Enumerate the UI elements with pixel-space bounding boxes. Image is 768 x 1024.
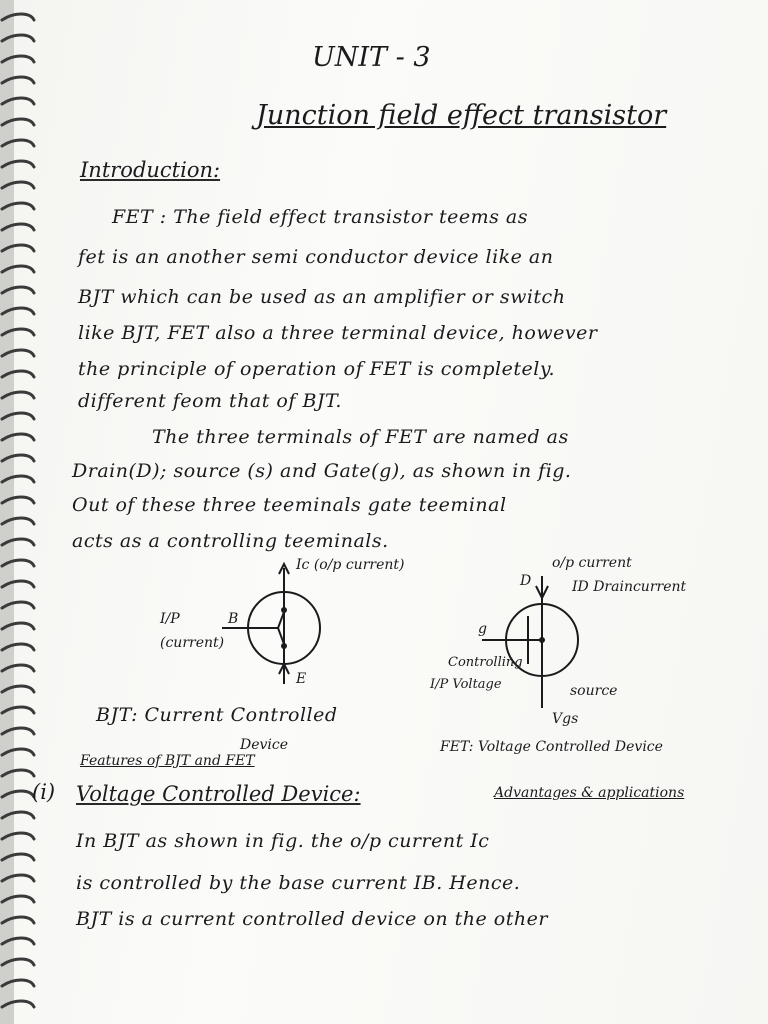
fet-control-label: Controlling — [448, 655, 523, 670]
feature-item-title: Voltage Controlled Device: — [76, 782, 361, 806]
intro-line: fet is an another semi conductor device like an — [78, 246, 554, 268]
intro-line: like BJT, FET also a three terminal device, however — [78, 322, 598, 344]
bjt-ic-label: Ic (o/p current) — [296, 557, 405, 573]
fet-vgs-label: Vgs — [552, 711, 579, 727]
intro-line: the principle of operation of FET is completely. — [78, 358, 556, 380]
intro-line: acts as a controlling teeminals. — [72, 530, 389, 552]
fet-op-label: o/p current — [552, 555, 632, 571]
bjt-symbol — [150, 560, 350, 700]
intro-line: Out of these three teeminals gate teeminal — [72, 494, 507, 516]
intro-line: BJT which can be used as an amplifier or switch — [78, 286, 566, 308]
spiral-binding — [0, 0, 44, 1024]
feature-side-title: Advantages & applications — [494, 785, 685, 801]
feature-line: is controlled by the base current IB. Hence. — [76, 872, 521, 894]
fet-caption: FET: Voltage Controlled Device — [440, 739, 663, 755]
intro-line: FET : The field effect transistor teems as — [112, 206, 528, 228]
feature-item-number: (i) — [32, 780, 56, 804]
intro-line: different feom that of BJT. — [78, 390, 342, 412]
fet-source-label: source — [570, 683, 618, 699]
intro-line: The three terminals of FET are named as — [152, 426, 569, 448]
subject-title: Junction field effect transistor — [256, 100, 667, 131]
bjt-caption-device: Device — [240, 737, 289, 753]
feature-line: BJT is a current controlled device on the other — [76, 908, 548, 930]
bjt-input-label-2: (current) — [160, 635, 225, 651]
bjt-caption: BJT: Current Controlled — [96, 704, 338, 726]
fet-control-label-2: I/P Voltage — [430, 677, 502, 692]
bjt-emitter-label: E — [296, 671, 307, 687]
intro-heading: Introduction: — [80, 158, 221, 182]
fet-drain-label: D — [520, 573, 532, 589]
features-heading: Features of BJT and FET — [80, 753, 255, 769]
unit-title: UNIT - 3 — [312, 42, 431, 73]
fet-drain-current-label: ID Draincurrent — [572, 579, 687, 595]
bjt-input-label: I/P — [160, 611, 180, 627]
feature-line: In BJT as shown in fig. the o/p current Ic — [76, 830, 490, 852]
fet-gate-label: g — [478, 621, 487, 637]
intro-line: Drain(D); source (s) and Gate(g), as shown in fig. — [72, 460, 572, 482]
bjt-base-label: B — [228, 611, 239, 627]
